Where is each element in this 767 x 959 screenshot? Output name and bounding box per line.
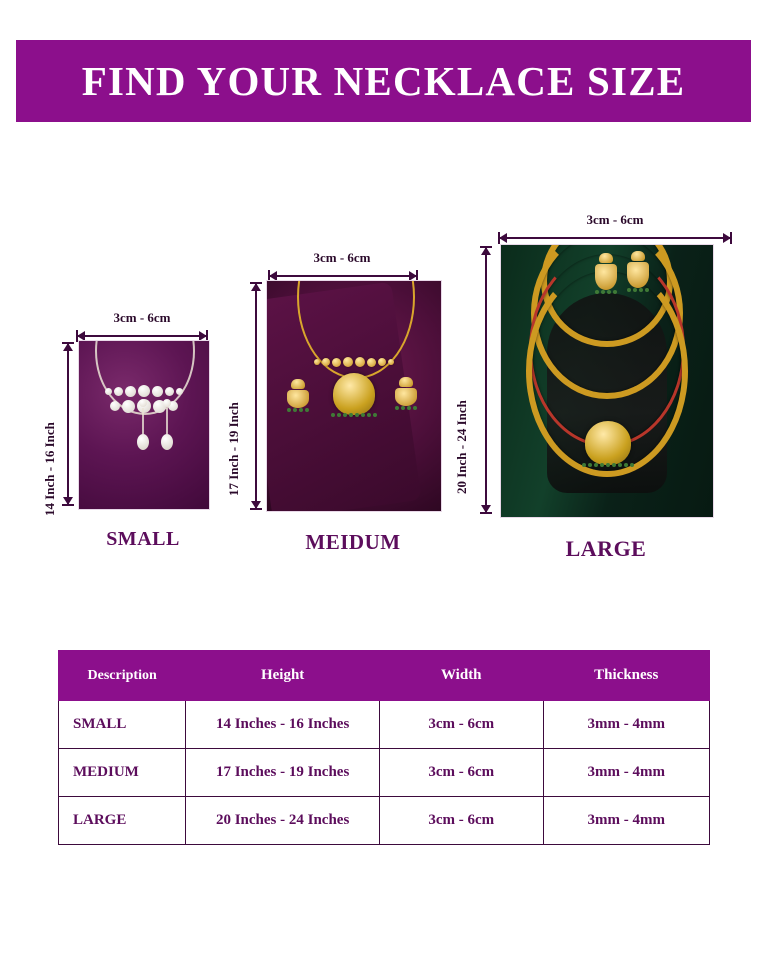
- product-size-illustrations: [0, 200, 767, 580]
- medium-size-label: MEIDUM: [305, 530, 401, 554]
- table-header-row: [59, 651, 710, 701]
- medium-earring-right: [393, 377, 419, 410]
- small-necklace-photo: [78, 340, 210, 510]
- large-necklace-photo: [500, 244, 714, 518]
- large-size-label: LARGE: [565, 536, 647, 561]
- medium-width-dimension-label: 3cm - 6cm: [313, 250, 371, 265]
- small-width-dimension-label: 3cm - 6cm: [113, 310, 171, 325]
- size-chart-table: [58, 650, 710, 845]
- small-earring-left: [137, 399, 149, 450]
- medium-pendant: [333, 373, 375, 415]
- small-height-arrow: [62, 342, 74, 506]
- table-header-description: Description: [59, 651, 186, 701]
- medium-height-arrow: [250, 282, 262, 510]
- row-small-height: 14 Inches - 16 Inches: [186, 701, 380, 749]
- table-row: [59, 797, 710, 845]
- large-earring-right: [625, 251, 651, 292]
- row-large-width: 3cm - 6cm: [379, 797, 543, 845]
- large-height-dimension-label: 20 Inch - 24 Inch: [454, 400, 469, 494]
- large-height-arrow: [480, 246, 492, 514]
- small-height-dimension-label: 14 Inch - 16 Inch: [42, 422, 57, 516]
- large-width-dimension-label: 3cm - 6cm: [586, 212, 644, 227]
- table-header-height: Height: [186, 651, 380, 701]
- small-earring-right: [161, 399, 173, 450]
- table-header-thickness: Thickness: [543, 651, 709, 701]
- medium-necklace-photo: [266, 280, 442, 512]
- row-small-description: SMALL: [59, 701, 186, 749]
- row-medium-width: 3cm - 6cm: [379, 749, 543, 797]
- row-large-description: LARGE: [59, 797, 186, 845]
- medium-earring-left: [285, 379, 311, 412]
- row-small-width: 3cm - 6cm: [379, 701, 543, 749]
- row-medium-height: 17 Inches - 19 Inches: [186, 749, 380, 797]
- row-large-thickness: 3mm - 4mm: [543, 797, 709, 845]
- large-width-arrow: [498, 232, 732, 244]
- row-large-height: 20 Inches - 24 Inches: [186, 797, 380, 845]
- table-header-width: Width: [379, 651, 543, 701]
- table-row: [59, 701, 710, 749]
- row-small-thickness: 3mm - 4mm: [543, 701, 709, 749]
- row-medium-description: MEDIUM: [59, 749, 186, 797]
- table-row: [59, 749, 710, 797]
- medium-height-dimension-label: 17 Inch - 19 Inch: [226, 402, 241, 496]
- page-header-banner: [16, 40, 751, 122]
- small-size-label: SMALL: [106, 528, 180, 550]
- row-medium-thickness: 3mm - 4mm: [543, 749, 709, 797]
- large-earring-left: [593, 253, 619, 294]
- large-pendant: [585, 421, 631, 465]
- page-title: FIND YOUR NECKLACE SIZE: [81, 58, 686, 104]
